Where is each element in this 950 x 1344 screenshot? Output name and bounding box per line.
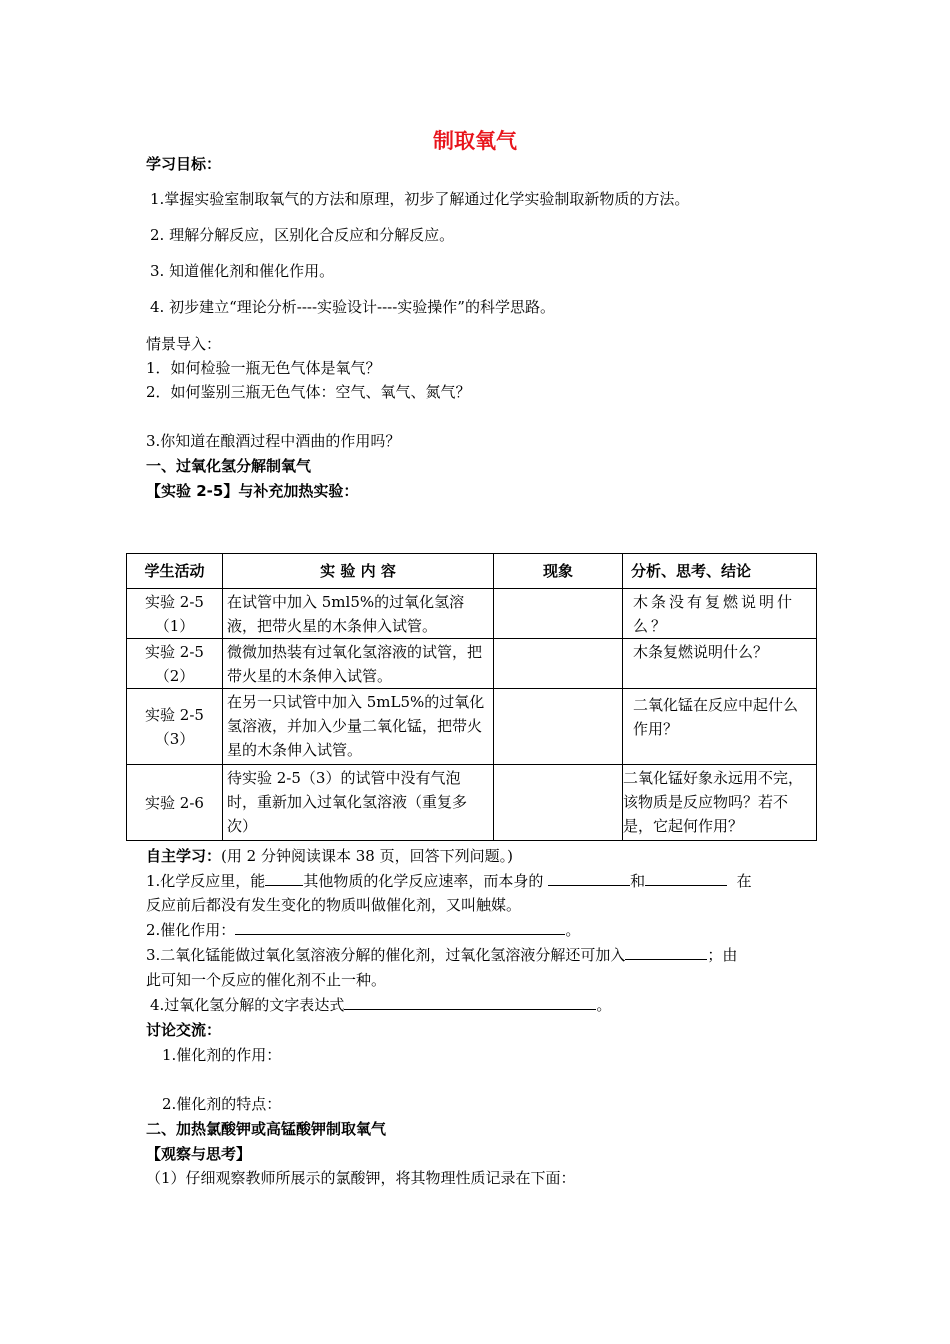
experiment-table xyxy=(126,553,817,841)
intro-question: 1．如何检验一瓶无色气体是氧气？ xyxy=(146,359,381,377)
analysis-cell: 二氧化锰好象永远用不完，该物质是反应物吗？若不是，它起何作用？ xyxy=(623,765,817,841)
selfstudy-question-3-cont: 此可知一个反应的催化剂不止一种。 xyxy=(146,971,387,989)
answer-blank[interactable] xyxy=(235,920,565,935)
selfstudy-note: (用 2 分钟阅读课本 38 页，回答下列问题。) xyxy=(221,847,513,865)
answer-blank[interactable] xyxy=(344,995,596,1010)
objectives-heading: 学习目标： xyxy=(146,155,222,173)
answer-blank[interactable] xyxy=(548,871,630,886)
selfstudy-heading: 自主学习： xyxy=(146,847,222,865)
table-header-row xyxy=(127,554,817,589)
column-header: 分析、思考、结论 xyxy=(623,554,817,589)
observe-subheading: 【观察与思考】 xyxy=(146,1145,252,1163)
answer-blank[interactable] xyxy=(265,871,303,886)
analysis-cell: 木条复燃说明什么？ xyxy=(623,639,817,689)
column-header: 现象 xyxy=(494,554,623,589)
phenomenon-cell xyxy=(494,639,623,689)
analysis-cell: 木条没有复燃说明什么？ xyxy=(623,589,817,639)
observe-instruction: （1）仔细观察教师所展示的氯酸钾，将其物理性质记录在下面： xyxy=(146,1169,576,1187)
activity-cell: 实验 2-5 （1） xyxy=(127,589,223,639)
section-heading: 二、加热氯酸钾或高锰酸钾制取氧气 xyxy=(146,1120,387,1138)
phenomenon-cell xyxy=(494,589,623,639)
content-cell: 微微加热装有过氧化氢溶液的试管，把带火星的木条伸入试管。 xyxy=(223,639,494,689)
objective-item: 4. 初步建立“理论分析----实验设计----实验操作”的科学思路。 xyxy=(150,298,555,316)
selfstudy-question-1: 1.化学反应里，能 其他物质的化学反应速率，而本身的 和 在 xyxy=(146,872,752,890)
activity-cell: 实验 2-5 （2） xyxy=(127,639,223,689)
table-row xyxy=(127,639,817,689)
activity-cell: 实验 2-5 （3） xyxy=(127,689,223,765)
objective-item: 2. 理解分解反应，区别化合反应和分解反应。 xyxy=(150,226,455,244)
table-row xyxy=(127,689,817,765)
discussion-question: 1.催化剂的作用： xyxy=(162,1046,282,1064)
phenomenon-cell xyxy=(494,689,623,765)
column-header: 实 验 内 容 xyxy=(223,554,494,589)
discussion-heading: 讨论交流： xyxy=(146,1021,222,1039)
selfstudy-question-3: 3.二氧化锰能做过氧化氢溶液分解的催化剂，过氧化氢溶液分解还可加入 ；由 xyxy=(146,946,738,964)
activity-cell: 实验 2-6 xyxy=(127,765,223,841)
intro-question: 2．如何鉴别三瓶无色气体：空气、氧气、氮气？ xyxy=(146,383,471,401)
phenomenon-cell xyxy=(494,765,623,841)
experiment-subheading: 【实验 2-5】与补充加热实验： xyxy=(146,482,359,500)
selfstudy-question-1-cont: 反应前后都没有发生变化的物质叫做催化剂，又叫触媒。 xyxy=(146,896,522,914)
table-row xyxy=(127,589,817,639)
section-heading: 一、过氧化氢分解制氧气 xyxy=(146,457,312,475)
content-cell: 在另一只试管中加入 5mL5%的过氧化氢溶液，并加入少量二氧化锰，把带火星的木条伸入试管。 xyxy=(223,689,494,765)
table-row xyxy=(127,765,817,841)
answer-blank[interactable] xyxy=(645,871,727,886)
selfstudy-question-2: 2.催化作用： 。 xyxy=(146,921,581,939)
content-cell: 在试管中加入 5ml5%的过氧化氢溶液，把带火星的木条伸入试管。 xyxy=(223,589,494,639)
objective-item: 3. 知道催化剂和催化作用。 xyxy=(150,262,335,280)
page-title: 制取氧气 xyxy=(433,129,517,153)
selfstudy-question-4: 4.过氧化氢分解的文字表达式 。 xyxy=(150,996,612,1014)
column-header: 学生活动 xyxy=(127,554,223,589)
discussion-question: 2.催化剂的特点： xyxy=(162,1095,282,1113)
objective-item: 1.掌握实验室制取氧气的方法和原理，初步了解通过化学实验制取新物质的方法。 xyxy=(150,190,690,208)
content-cell: 待实验 2-5（3）的试管中没有气泡时，重新加入过氧化氢溶液（重复多次） xyxy=(223,765,494,841)
answer-blank[interactable] xyxy=(625,945,707,960)
analysis-cell: 二氧化锰在反应中起什么作用？ xyxy=(623,689,817,765)
selfstudy-line xyxy=(146,846,513,866)
intro-heading: 情景导入： xyxy=(146,335,222,353)
intro-question: 3.你知道在酿酒过程中酒曲的作用吗？ xyxy=(146,432,401,450)
